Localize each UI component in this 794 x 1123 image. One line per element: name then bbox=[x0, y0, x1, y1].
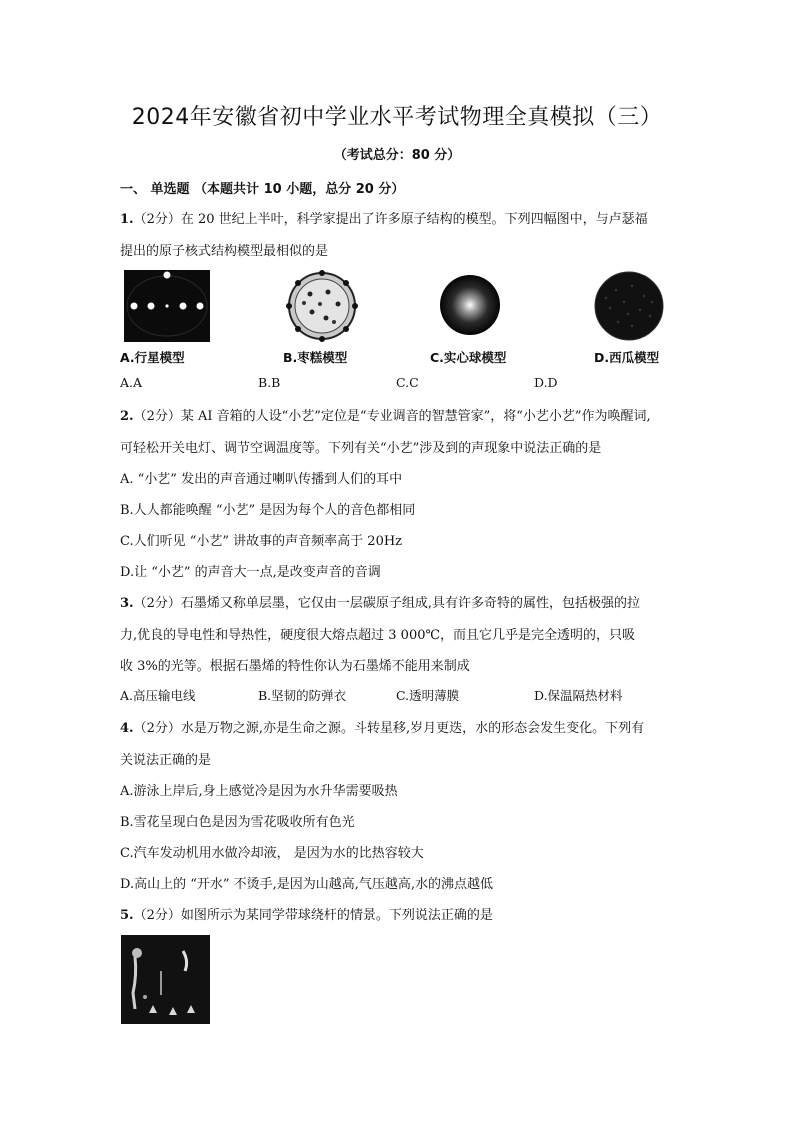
caption-c: C.实心球模型 bbox=[430, 350, 507, 365]
q3-line3: 收 3%的光等。根据石墨烯的特性你认为石墨烯不能用来制成 bbox=[120, 659, 470, 674]
q2-text-1: （2分）某 AI 音箱的人设“小艺”定位是“专业调音的智慧管家”，将“小艺小艺”作为唤醒词, bbox=[133, 409, 651, 424]
dribbling-photo-figure bbox=[121, 935, 210, 1024]
q1-option-d: D.D bbox=[534, 375, 558, 390]
q2-line2: 可轻松开关电灯、调节空调温度等。下列有关“小艺”涉及到的声现象中说法正确的是 bbox=[120, 441, 602, 456]
q3-option-c: C.透明薄膜 bbox=[396, 688, 460, 703]
q4-option-b: B.雪花呈现白色是因为雪花吸收所有色光 bbox=[120, 815, 355, 830]
q5-number: 5. bbox=[120, 908, 134, 923]
q3-line2: 力,优良的导电性和导热性，硬度很大熔点超过 3 000℃，而且它几乎是完全透明的，只吸 bbox=[120, 628, 636, 643]
section-heading: 一、 单选题 （本题共计 10 小题，总分 20 分） bbox=[120, 182, 405, 197]
q3-line1 bbox=[120, 592, 640, 611]
q4-text-1: （2分）水是万物之源,亦是生命之源。斗转星移,岁月更迭，水的形态会发生变化。下列有 bbox=[133, 721, 645, 736]
q1-option-c: C.C bbox=[396, 375, 419, 390]
q2-option-a: A. “小艺” 发出的声音通过喇叭传播到人们的耳中 bbox=[120, 472, 403, 487]
q2-line1 bbox=[120, 405, 651, 424]
planet-model-figure bbox=[124, 270, 210, 342]
q3-option-d: D.保温隔热材料 bbox=[534, 688, 623, 703]
q3-number: 3. bbox=[120, 596, 134, 611]
q3-text-1: （2分）石墨烯又称单层墨，它仅由一层碳原子组成,具有许多奇特的属性，包括极强的拉 bbox=[133, 596, 640, 611]
q3-option-b: B.坚韧的防弹衣 bbox=[258, 688, 347, 703]
solid-sphere-model-figure bbox=[438, 270, 502, 340]
caption-a: A.行星模型 bbox=[120, 350, 185, 365]
q3-option-a: A.高压输电线 bbox=[120, 688, 196, 703]
exam-title: 2024年安徽省初中学业水平考试物理全真模拟（三） bbox=[131, 105, 663, 130]
q2-option-c: C.人们听见 “小艺” 讲故事的声音频率高于 20Hz bbox=[120, 534, 403, 549]
q5-text-1: （2分）如图所示为某同学带球绕杆的情景。下列说法正确的是 bbox=[133, 908, 493, 923]
q5-line1 bbox=[120, 904, 493, 923]
q2-number: 2. bbox=[120, 409, 134, 424]
q4-line1 bbox=[120, 717, 644, 736]
caption-b: B.枣糕模型 bbox=[283, 350, 348, 365]
q4-option-c: C.汽车发动机用水做冷却液， 是因为水的比热容较大 bbox=[120, 846, 424, 861]
q4-number: 4. bbox=[120, 721, 134, 736]
q1-option-b: B.B bbox=[258, 375, 281, 390]
q2-option-b: B.人人都能唤醒 “小艺” 是因为每个人的音色都相同 bbox=[120, 503, 416, 518]
q4-line2: 关说法正确的是 bbox=[120, 753, 212, 768]
exam-subtitle: （考试总分：80 分） bbox=[333, 148, 461, 163]
q1-text-1: （2分）在 20 世纪上半叶，科学家提出了许多原子结构的模型。下列四幅图中，与卢瑟福 bbox=[133, 212, 648, 227]
q1-number: 1. bbox=[120, 212, 134, 227]
plum-pudding-model-figure bbox=[282, 270, 362, 342]
q1-line2: 提出的原子核式结构模型最相似的是 bbox=[120, 244, 329, 259]
q1-line1 bbox=[120, 208, 648, 227]
q1-option-a: A.A bbox=[120, 375, 143, 390]
q4-option-a: A.游泳上岸后,身上感觉冷是因为水升华需要吸热 bbox=[120, 784, 398, 799]
q2-option-d: D.让 “小艺” 的声音大一点,是改变声音的音调 bbox=[120, 565, 381, 580]
q4-option-d: D.高山上的 “开水” 不烫手,是因为山越高,气压越高,水的沸点越低 bbox=[120, 877, 494, 892]
watermelon-model-figure bbox=[592, 270, 666, 342]
caption-d: D.西瓜模型 bbox=[594, 350, 660, 365]
